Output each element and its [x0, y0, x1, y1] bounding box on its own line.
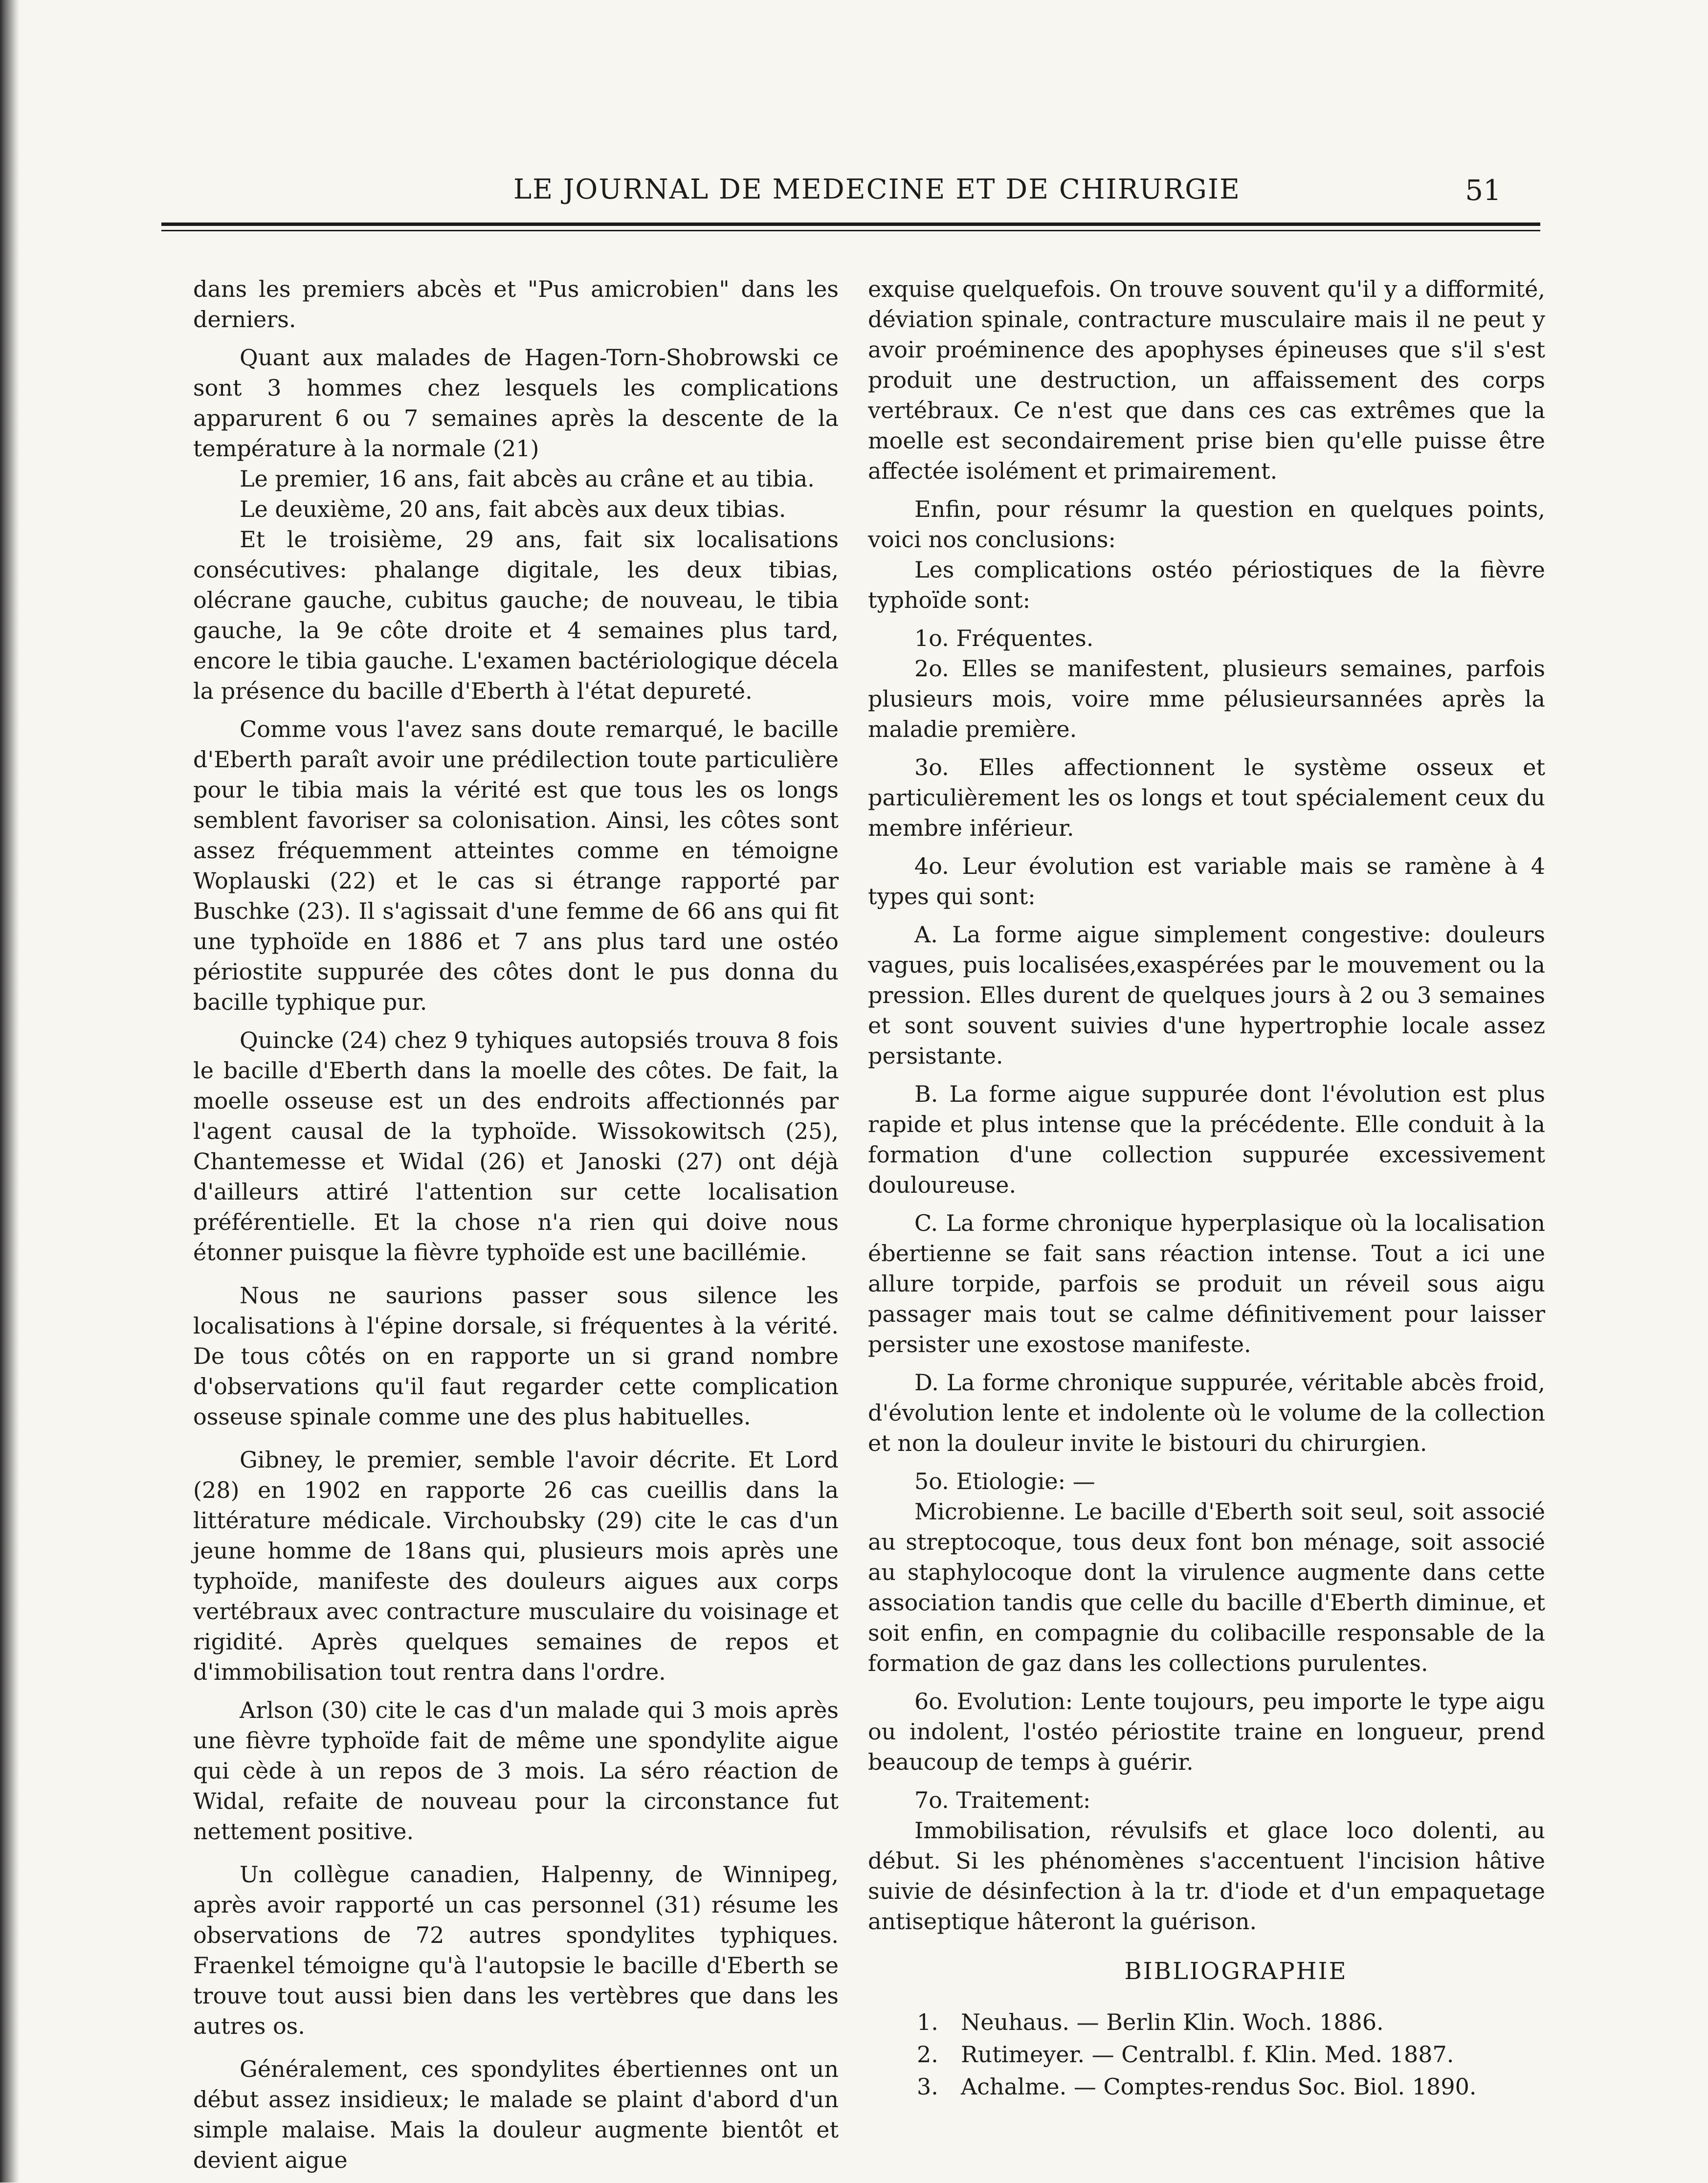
page-number: 51 — [1465, 174, 1501, 207]
running-header — [513, 174, 1501, 218]
paragraph: Le deuxième, 20 ans, fait abcès aux deux tibias. — [240, 496, 786, 522]
paragraph: Enfin, pour résumr la question en quelques points, voici nos conclusions: — [868, 496, 1545, 553]
entry-number: 3. — [917, 2073, 938, 2100]
entry-number: 1. — [917, 2009, 938, 2035]
bibliography-title: BIBLIOGRAPHIE — [1124, 1958, 1348, 1985]
paragraph: Généralement, ces spondylites ébertiennes ont un début assez insidieux; le malade se plaint d'abord d'un simple malaise. Mais la douleur augmente bientôt et devient aigue — [193, 2056, 839, 2173]
bibliography-entry — [868, 2071, 1545, 2103]
paragraph: Et le troisième, 29 ans, fait six localisations consécutives: phalange digitale, les deux tibias, olécrane gauche, cubitus gauche; de nouveau, le tibia gauche, la 9e côte droite et 4 semaines plus tard, encore le tibia gauche. L'examen bactériologique décela la présence du bacille d'Eberth à l'état depureté. — [193, 526, 839, 704]
header-rule — [161, 223, 1540, 226]
journal-title: LE JOURNAL DE MEDECINE ET DE CHIRURGIE — [513, 174, 1241, 205]
bibliography-entry — [868, 2038, 1545, 2071]
left-column — [193, 274, 839, 2183]
entry-number: 2. — [917, 2041, 938, 2068]
entry-text: Achalme. — Comptes-rendus Soc. Biol. 1890. — [961, 2073, 1477, 2100]
paragraph: Les complications ostéo périostiques de la fièvre typhoïde sont: — [868, 557, 1545, 613]
conclusion-item: 1o. Fréquentes. — [914, 625, 1094, 651]
page-binding-shadow — [0, 0, 20, 2183]
paragraph: Le premier, 16 ans, fait abcès au crâne et au tibia. — [240, 466, 815, 492]
paragraph: Un collègue canadien, Halpenny, de Winnipeg, après avoir rapporté un cas personnel (31) résume les observations de 72 autres spondylites typhiques. Fraenkel témoigne qu'à l'autopsie le bacille d'Eberth se trouve tout aussi bien dans les vertèbres que dans les autres os. — [193, 1861, 839, 2039]
right-column — [868, 274, 1545, 2103]
paragraph: Comme vous l'avez sans doute remarqué, le bacille d'Eberth paraît avoir une prédilection toute particulière pour le tibia mais la vérité est que tous les os longs semblent favoriser sa colonisation. Ainsi, les côtes sont assez fréquemment atteintes comme en témoigne Woplauski (22) et le cas si étrange rapporté par Buschke (23). Il s'agissait d'une femme de 66 ans qui fit une typhoïde en 1886 et 7 ans plus tard une ostéo périostite suppurée des côtes dont le pus donna du bacille typhique pur. — [193, 716, 839, 1015]
form-description: D. La forme chronique suppurée, véritable abcès froid, d'évolution lente et indolente où le volume de la collection et non la douleur invite le bistouri du chirurgien. — [868, 1369, 1545, 1456]
form-description: C. La forme chronique hyperplasique où la localisation ébertienne se fait sans réaction intense. Tout a ici une allure torpide, parfois se produit un réveil sous aigu passager mais tout se calme définitivement pour laisser persister une exostose manifeste. — [868, 1210, 1545, 1358]
entry-text: Rutimeyer. — Centralbl. f. Klin. Med. 1887. — [961, 2041, 1454, 2068]
form-description: B. La forme aigue suppurée dont l'évolution est plus rapide et plus intense que la précédente. Elle conduit à la formation d'une collection suppurée excessivement douloureuse. — [868, 1081, 1545, 1198]
conclusion-item: 2o. Elles se manifestent, plusieurs semaines, parfois plusieurs mois, voire mme pélusieursannées après la maladie première. — [868, 655, 1545, 742]
conclusion-item: 4o. Leur évolution est variable mais se ramène à 4 types qui sont: — [868, 853, 1545, 910]
paragraph: Nous ne saurions passer sous silence les localisations à l'épine dorsale, si fréquentes à la vérité. De tous côtés on en rapporte un si grand nombre d'observations qu'il faut regarder cette complication osseuse spinale comme une des plus habituelles. — [193, 1282, 839, 1430]
header-rule-thin — [161, 230, 1540, 231]
paragraph: exquise quelquefois. On trouve souvent qu'il y a difformité, déviation spinale, contracture musculaire mais il ne peut y avoir proéminence des apophyses épineuses que s'il s'est produit une destruction, un affaissement des corps vertébraux. Ce n'est que dans ces cas extrêmes que la moelle est secondairement prise bien qu'elle puisse être affectée isolément et primairement. — [868, 276, 1545, 484]
bibliography-list — [868, 2006, 1545, 2103]
paragraph: dans les premiers abcès et "Pus amicrobien" dans les derniers. — [193, 276, 839, 333]
form-description: A. La forme aigue simplement congestive: douleurs vagues, puis localisées,exaspérées par le mouvement ou la pression. Elles durent de quelques jours à 2 ou 3 semaines et sont souvent suivies d'une hypertrophie locale assez persistante. — [868, 921, 1545, 1069]
paragraph: Microbienne. Le bacille d'Eberth soit seul, soit associé au streptocoque, tous deux font bon ménage, soit associé au staphylocoque dont la virulence augmente dans cette association tandis que celle du bacille d'Eberth diminue, et soit enfin, en compagnie du colibacille responsable de la formation de gaz dans les collections purulentes. — [868, 1498, 1545, 1676]
conclusion-item: 3o. Elles affectionnent le système osseux et particulièrement les os longs et tout spécialement ceux du membre inférieur. — [868, 754, 1545, 841]
conclusion-item: 7o. Traitement: — [914, 1787, 1091, 1813]
bibliography-entry — [868, 2006, 1545, 2038]
conclusion-item: 5o. Etiologie: — — [914, 1468, 1095, 1494]
entry-text: Neuhaus. — Berlin Klin. Woch. 1886. — [961, 2009, 1384, 2035]
paragraph: Gibney, le premier, semble l'avoir décrite. Et Lord (28) en 1902 en rapporte 26 cas cueillis dans la littérature médicale. Virchoubsky (29) cite le cas d'un jeune homme de 18ans qui, plusieurs mois après une typhoïde, manifeste des douleurs aigues aux corps vertébraux avec contracture musculaire du voisinage et rigidité. Après quelques semaines de repos et d'immobilisation tout rentra dans l'ordre. — [193, 1447, 839, 1685]
conclusion-item: 6o. Evolution: Lente toujours, peu importe le type aigu ou indolent, l'ostéo périostite traine en longueur, prend beaucoup de temps à guérir. — [868, 1688, 1545, 1775]
paragraph: Immobilisation, révulsifs et glace loco dolenti, au début. Si les phénomènes s'accentuent l'incision hâtive suivie de désinfection à la tr. d'iode et d'un empaquetage antiseptique hâteront la guérison. — [868, 1817, 1545, 1935]
paragraph: Arlson (30) cite le cas d'un malade qui 3 mois après une fièvre typhoïde fait de même une spondylite aigue qui cède à un repos de 3 mois. La séro réaction de Widal, refaite de nouveau pour la circonstance fut nettement positive. — [193, 1697, 839, 1845]
paragraph: Quant aux malades de Hagen-Torn-Shobrowski ce sont 3 hommes chez lesquels les complications apparurent 6 ou 7 semaines après la descente de la température à la normale (21) — [193, 344, 839, 462]
paragraph: Quincke (24) chez 9 tyhiques autopsiés trouva 8 fois le bacille d'Eberth dans la moelle des côtes. De fait, la moelle osseuse est un des endroits affectionnés par l'agent causal de la typhoïde. Wissokowitsch (25), Chantemesse et Widal (26) et Janoski (27) ont déjà d'ailleurs attiré l'attention sur cette localisation préférentielle. Et la chose n'a rien qui doive nous étonner puisque la fièvre typhoïde est une bacillémie. — [193, 1027, 839, 1266]
